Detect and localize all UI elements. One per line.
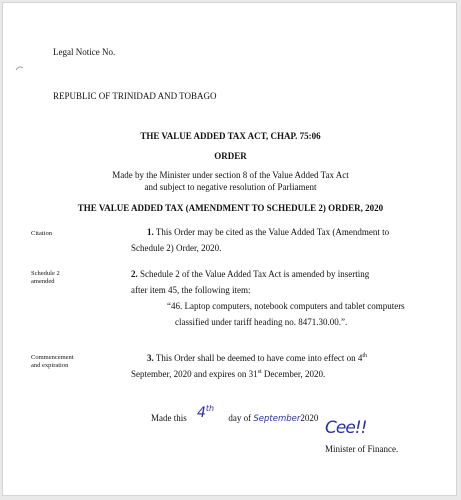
handwritten-month: September <box>253 414 301 424</box>
act-title: THE VALUE ADDED TAX ACT, CHAP. 75:06 <box>140 131 321 141</box>
section-3-line-1: 3. This Order shall be deemed to have come into effect on 4th <box>147 353 368 363</box>
section-2-quote-1: “46. Laptop computers, notebook computers and tablet computers <box>167 301 405 311</box>
section-1-line-2: Schedule 2) Order, 2020. <box>131 243 222 253</box>
minister-title: Minister of Finance. <box>325 444 399 454</box>
section-2-number: 2. <box>131 269 138 279</box>
handwritten-day: 4 <box>197 405 206 421</box>
section-3-line-2: September, 2020 and expires on 31st December, 2020. <box>131 369 326 379</box>
signature-mark: Cee!! <box>325 418 367 438</box>
made-this-line: Made this 4th day of September2020 <box>151 404 319 424</box>
section-2-quote-2: classified under tariff heading no. 8471.30.00.”. <box>175 317 348 327</box>
handwritten-day-suffix: th <box>205 404 215 413</box>
section-2-line-1: 2. Schedule 2 of the Value Added Tax Act is amended by inserting <box>131 269 370 279</box>
section-1-line-1: 1. This Order may be cited as the Value Added Tax (Amendment to <box>147 227 390 237</box>
side-note-schedule: Schedule 2 amended <box>31 270 60 285</box>
section-1-number: 1. <box>147 227 154 237</box>
side-note-citation: Citation <box>31 230 52 237</box>
order-heading: ORDER <box>214 151 247 161</box>
section-3-number: 3. <box>147 353 154 363</box>
legal-notice-label: Legal Notice No. <box>53 47 116 57</box>
made-by-line-2: and subject to negative resolution of Parliament <box>144 182 317 192</box>
made-by-line-1: Made by the Minister under section 8 of the Value Added Tax Act <box>112 170 349 180</box>
section-2-line-2: after item 45, the following item: <box>131 285 251 295</box>
order-title: THE VALUE ADDED TAX (AMENDMENT TO SCHEDULE 2) ORDER, 2020 <box>77 203 384 213</box>
republic-heading: REPUBLIC OF TRINIDAD AND TOBAGO <box>53 91 217 101</box>
side-note-commencement: Commencement and expiration <box>31 354 74 369</box>
page-curl-mark <box>15 65 24 71</box>
document-page <box>2 2 457 496</box>
